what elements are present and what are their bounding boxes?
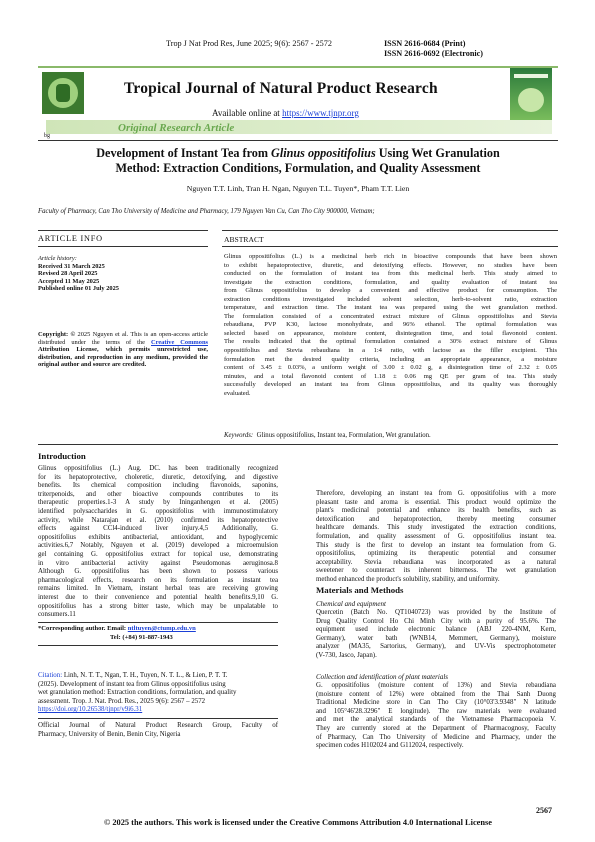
introduction-line: interest due to their convenience and potential health benefits.9,10 G.	[38, 593, 278, 601]
title-line2: Method: Extraction Conditions, Formulation, and Quality Assessment	[115, 161, 481, 175]
right-column-line: oppositifolius, optimizing its therapeutic potential and consumer	[316, 550, 556, 558]
abstract-heading: ABSTRACT	[224, 235, 264, 244]
right-column-line: method enhanced the product's solubility, stability, and uniformity.	[316, 575, 500, 583]
abstract-line: selected based on appearance, moisture content, disintegration time, and total flavonoid content.	[224, 329, 557, 337]
abstract-line: rebaudiana, PVP K30, lactose monohydrate, and 96% ethanol. The optimal formulation was	[224, 321, 557, 329]
history-revised: Revised 28 April 2025	[38, 270, 98, 278]
chemical-line: equipment used include electronic balance (ABJ 220-4NM, Kern,	[316, 626, 556, 634]
footer-license: © 2025 the authors. This work is licensed under the Creative Commons Attribution 4.0 International License	[103, 818, 493, 827]
abstract-top-rule	[222, 230, 558, 231]
title-suffix: Using Wet Granulation	[375, 146, 500, 160]
introduction-line: activity, while Natarajan et al. (2010) confirmed its hepatoprotective	[38, 516, 278, 524]
introduction-line: in vitro antibacterial activity against Pseudomonas aeruginosa.8	[38, 559, 278, 567]
abstract-line: successfully developed an instant tea from Glinus oppositifolius, and its quality was thoroughly	[224, 381, 557, 389]
introduction-line: consumers.11	[38, 611, 76, 619]
introduction-line: oppositifolius exhibits antibacterial, antioxidant, and hypoglycemic	[38, 533, 278, 541]
chemical-line: Drug Quality Control Ho Chi Minh City with a purity of 95.6%. The	[316, 617, 556, 625]
abstract-end-rule	[38, 444, 558, 445]
introduction-line: for its hepatoprotective, choleretic, diuretic, detoxifying, and digestive	[38, 473, 278, 481]
article-title	[38, 146, 558, 176]
citation-doi-link[interactable]: https://doi.org/10.26538/tjnpr/v9i6.31	[38, 706, 143, 714]
copyright-label: Copyright: ©	[38, 331, 76, 338]
collection-line: and 105°46'28.3296" E longitude). The raw materials were evaluated	[316, 707, 556, 715]
chemical-line: analyzer (MA35, Sartorius, Germany), and UV-Vis spectrophotometer	[316, 643, 556, 651]
abstract-line: Glinus oppositifolius (L.) is a medicinal herb rich in bioactive compounds that have been shown	[224, 253, 557, 260]
abstract-line: oppositifolius and Stevia rebaudiana in a 1:4 ratio, with lactose as the filler excipient. This	[224, 347, 557, 355]
journal-name: Tropical Journal of Natural Product Research	[124, 80, 438, 97]
copyright-text: 2025 Nguyen et al. This is an open-access article distributed under the terms of the	[38, 331, 208, 346]
chemical-heading: Chemical and equipment	[316, 600, 386, 608]
title-prefix: Development of Instant Tea from	[96, 146, 272, 160]
abstract-line: formulation met the desired quality criteria, including an appropriate appearance, a moisture	[224, 355, 557, 363]
collection-line: Traditional Medicine store in Can Tho City (10°03'3.9348" N latitude	[316, 699, 556, 707]
introduction-line: triterpenoids, and other bioactive compounds contributes to its	[38, 490, 278, 498]
right-column-line: pleasant taste and aroma is essential. This product would optimize the	[316, 498, 556, 506]
title-top-rule	[38, 140, 558, 141]
materials-heading: Materials and Methods	[316, 585, 404, 595]
abstract-line: from Glinus oppositifolius to develop a convenient and effective product for consumption. The	[224, 287, 557, 295]
abstract-line: minutes, and a total flavonoid content of 1.18 ± 0.06 mg QE per gram of tea. This study	[224, 372, 557, 380]
authors: Nguyen T.T. Linh, Tran H. Ngan, Nguyen T.L. Tuyen*, Pham T.T. Lien	[186, 184, 410, 193]
right-column-line: plant's medicinal potential and enhance its health benefits, such as	[316, 507, 556, 515]
running-header-citation: Trop J Nat Prod Res, June 2025; 9(6): 2567 - 2572	[166, 39, 332, 48]
badge-label: bg	[44, 133, 50, 139]
available-online	[212, 108, 359, 118]
citation-block	[38, 672, 278, 715]
keywords	[224, 432, 431, 439]
introduction-line: activities.6,7 Notably, Nguyen et al. (2019) developed a microemulsion	[38, 542, 278, 550]
introduction-line: remains limited. In Vietnam, instant herbal teas are receiving growing	[38, 585, 278, 593]
abstract-bottom-rule	[222, 246, 558, 247]
journal-logo-icon	[42, 72, 84, 114]
official-journal-note	[38, 722, 278, 739]
collection-line: specimen codes H102024 and G112024, respectively.	[316, 742, 464, 750]
corresponding-bottom-rule	[38, 645, 278, 646]
introduction-body	[38, 465, 278, 620]
collection-heading: Collection and identification of plant materials	[316, 673, 449, 681]
journal-cover-icon	[510, 68, 552, 122]
keywords-text: Glinus oppositifolius, Instant tea, Formulation, Wet granulation.	[256, 432, 431, 439]
copyright-tail: Attribution License, which permits unrestricted use, distribution, and reproduction in any medium, provided the original author and source are credited.	[38, 346, 208, 369]
abstract-line: to exhibit hepatoprotective, diuretic, and detoxifying effects. However, no studies have been	[224, 261, 557, 269]
journal-url-link[interactable]: https://www.tjnpr.org	[282, 108, 359, 118]
title-species: Glinus oppositifolius	[271, 146, 376, 160]
citation-label: Citation:	[38, 672, 64, 679]
collection-body	[316, 682, 556, 751]
chemical-line: (V-730, Jasco, Japan).	[316, 651, 377, 659]
abstract-line: The results indicated that the optimal formulation contained a 30% extract mixture of Glinus	[224, 338, 557, 346]
introduction-line: gel containing G. oppositifolius extract for topical use, demonstrating	[38, 550, 278, 558]
license-link[interactable]: Creative Commons	[151, 338, 208, 346]
abstract-line: The formulation consisted of a concentrated extract mixture of Glinus oppositifolius and Stevia	[224, 312, 557, 320]
official-line: Official Journal of Natural Product Research Group, Faculty of	[38, 722, 278, 729]
available-prefix: Available online at	[212, 108, 283, 118]
abstract-line: extraction conditions investigated included solvent selection, herb-to-solvent ratio, extraction	[224, 295, 557, 303]
introduction-line: effects against CCl4-induced liver injury.4,5 Additionally, G.	[38, 525, 278, 533]
issn-electronic: ISSN 2616-0692 (Electronic)	[384, 49, 484, 58]
page-number: 2567	[536, 806, 552, 815]
introduction-line: oppositifolius has a strong bitter taste, which may be unpalatable to	[38, 602, 278, 610]
chemical-line: Quercetin (Batch No. QT1040723) was provided by the Institute of	[316, 609, 556, 616]
citation-line	[38, 672, 278, 681]
collection-line: They are currently stored at the Department of Pharmacognosy, Faculty	[316, 724, 556, 732]
header-green-rule	[38, 66, 558, 68]
abstract-line: investigate the extraction conditions, formulation, and quality evaluation of instant tea	[224, 278, 557, 286]
introduction-line: pharmacological effects, research on its formulation as instant tea	[38, 576, 278, 584]
introduction-line: benefits. Its chemical composition including flavonoids, saponins,	[38, 482, 278, 490]
citation-text: Linh, N. T. T., Ngan, T. H., Tuyen, N. T. L., & Lien, P. T. T.	[63, 672, 228, 679]
citation-line	[38, 681, 278, 690]
official-line: Pharmacy, University of Benin, Benin City, Nigeria	[38, 730, 181, 738]
right-column-line: detoxification and hepatoprotection, thereby meeting consumer	[316, 515, 556, 523]
citation-text: wet granulation method: Extraction conditions, formulation, and quality	[38, 689, 237, 697]
abstract-line: temperature, and extraction time. The instant tea was prepared using the wet granulation method.	[224, 304, 557, 312]
copyright-notice	[38, 331, 208, 369]
corresponding-author	[38, 625, 196, 632]
article-history	[38, 255, 208, 293]
citation-line	[38, 689, 278, 698]
info-top-rule	[38, 230, 208, 231]
abstract-line: content of 3.45 ± 0.03%, a uniform weight of 3.00 ± 0.02 g, a disintegration time of 2.32 ± 0.05	[224, 364, 557, 372]
citation-rule	[38, 718, 278, 719]
right-column-line: healthcare demands. This study investigated the extraction conditions,	[316, 524, 556, 532]
introduction-line: therapeutic properties.1-3 A study by Ininganhengen et al. (2005)	[38, 499, 278, 507]
article-info-heading: ARTICLE INFO	[38, 234, 103, 243]
corresponding-rule	[38, 622, 278, 623]
info-bottom-rule	[38, 246, 208, 247]
citation-text: (2025). Development of instant tea from Glinus oppositifolius using	[38, 680, 226, 688]
citation-line	[38, 698, 278, 707]
chemical-line: Germany), water bath (WNB14, Memmert, Germany), moisture	[316, 634, 556, 642]
right-column-line: formulation, and quality assessment of G. oppositifolius instant tea.	[316, 532, 556, 540]
history-accepted: Accepted 11 May 2025	[38, 277, 100, 285]
article-type: Original Research Article	[118, 122, 235, 134]
collection-line: and met the analytical standards of the Vietnamese Pharmacopoeia V.	[316, 716, 556, 724]
introduction-line: Although G. oppositifolius has been shown to possess various	[38, 568, 278, 576]
right-column-line: acceptability. Stevia rebaudiana was incorporated as a natural	[316, 558, 556, 566]
right-column-line: sweetener to counteract its inherent bitterness. The wet granulation	[316, 567, 556, 575]
abstract-body	[224, 253, 557, 398]
affiliation: Faculty of Pharmacy, Can Tho University of Medicine and Pharmacy, 179 Nguyen Van Cu, Can Tho City 900000, Vietnam;	[38, 208, 375, 215]
right-column-intro	[316, 490, 556, 585]
introduction-line: identified polysaccharides in G. oppositifolius with immunostimulatory	[38, 507, 278, 515]
collection-line: (moisture content of 12%) were obtained from the Thai Sanh Duong	[316, 690, 556, 698]
abstract-line: evaluated.	[224, 389, 251, 397]
abstract-line: conducted on the formulation of instant tea from this medicinal herb. This study aimed to	[224, 270, 557, 278]
right-column-line: This study is the first to develop an instant tea formulation from G.	[316, 541, 556, 549]
introduction-heading: Introduction	[38, 451, 86, 461]
issn-print: ISSN 2616-0684 (Print)	[384, 39, 466, 48]
corresponding-email[interactable]: ntltuyen@ctump.edu.vn	[127, 625, 196, 632]
corresponding-label: *Corresponding author. Email:	[38, 625, 128, 632]
corresponding-tel: Tel: (+84) 91-887-1943	[110, 634, 173, 641]
collection-line: G. oppositifolius (moisture content of 13%) and Stevia rebaudiana	[316, 682, 556, 689]
right-column-line: Therefore, developing an instant tea from G. oppositifolius with a more	[316, 490, 556, 497]
history-label: Article history:	[38, 255, 77, 262]
history-published: Published online 01 July 2025	[38, 285, 119, 293]
citation-text: assessment. Trop. J. Nat. Prod. Res., 2025 9(6): 2567 – 2572	[38, 697, 206, 705]
keywords-label: Keywords:	[224, 432, 254, 439]
history-received: Received 31 March 2025	[38, 262, 105, 270]
chemical-body	[316, 609, 556, 661]
collection-line: of Pharmacy, Can Tho University of Medicine and Pharmacy, under the	[316, 733, 556, 741]
introduction-line: Glinus oppositifolius (L.) Aug. DC. has been traditionally recognized	[38, 465, 278, 472]
